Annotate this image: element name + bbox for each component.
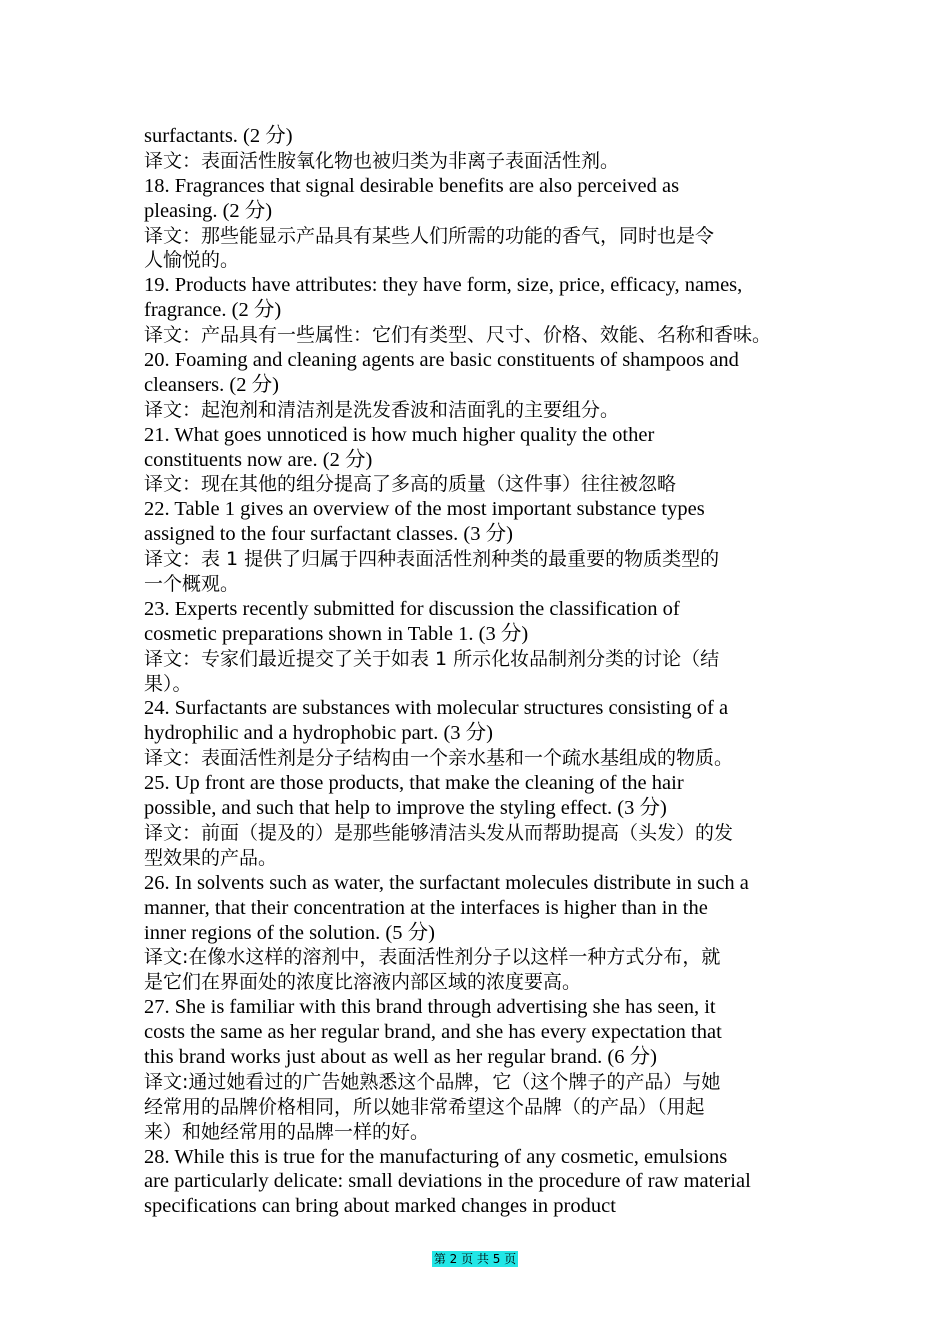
translation-line: 译文：起泡剂和清洁剂是洗发香波和洁面乳的主要组分。: [144, 398, 620, 421]
document-body: [144, 124, 834, 1219]
source-line: surfactants. (2 分): [144, 125, 293, 147]
source-line: 26. In solvents such as water, the surfactant molecules distribute in such a: [144, 871, 749, 894]
translation-line: 是它们在界面处的浓度比溶液内部区域的浓度要高。: [144, 971, 582, 994]
translation-line: 人愉悦的。: [144, 249, 240, 272]
source-line: fragrance. (2 分): [144, 299, 282, 322]
source-line: costs the same as her regular brand, and she has every expectation that: [144, 1021, 722, 1044]
translation-line: 译文：表 1 提供了归属于四种表面活性剂种类的最重要的物质类型的: [144, 548, 720, 571]
source-line: 20. Foaming and cleaning agents are basic constituents of shampoos and: [144, 349, 739, 372]
source-line: 19. Products have attributes: they have form, size, price, efficacy, names,: [144, 274, 743, 297]
page-number-label: 第 2 页 共 5 页: [433, 1252, 517, 1266]
translation-line: 一个概观。: [144, 573, 240, 596]
source-line: 21. What goes unnoticed is how much higher quality the other: [144, 423, 655, 446]
source-line: manner, that their concentration at the interfaces is higher than in the: [144, 896, 708, 919]
source-line: assigned to the four surfactant classes. (3 分): [144, 523, 513, 546]
source-line: 25. Up front are those products, that make the cleaning of the hair: [144, 772, 684, 795]
source-line: pleasing. (2 分): [144, 199, 273, 222]
source-line: inner regions of the solution. (5 分): [144, 921, 435, 944]
translation-line: 来）和她经常用的品牌一样的好。: [144, 1120, 430, 1143]
translation-line: 译文：那些能显示产品具有某些人们所需的功能的香气，同时也是令: [144, 224, 715, 247]
translation-line: 译文：前面（提及的）是那些能够清洁头发从而帮助提高（头发）的发: [144, 821, 734, 844]
source-line: 28. While this is true for the manufacturing of any cosmetic, emulsions: [144, 1145, 728, 1168]
source-line: are particularly delicate: small deviations in the procedure of raw material: [144, 1170, 751, 1193]
translation-line: 译文：专家们最近提交了关于如表 1 所示化妆品制剂分类的讨论（结: [144, 647, 720, 670]
translation-line: 译文：现在其他的组分提高了多高的质量（这件事）往往被忽略: [144, 473, 677, 496]
source-line: 27. She is familiar with this brand through advertising she has seen, it: [144, 996, 716, 1019]
source-line: 24. Surfactants are substances with molecular structures consisting of a: [144, 697, 729, 720]
translation-line: 译文:通过她看过的广告她熟悉这个品牌，它（这个牌子的产品）与她: [144, 1070, 721, 1093]
source-line: cosmetic preparations shown in Table 1. (3 分): [144, 622, 529, 645]
source-line: possible, and such that help to improve the styling effect. (3 分): [144, 797, 667, 820]
translation-line: 型效果的产品。: [144, 846, 278, 869]
source-line: specifications can bring about marked changes in product: [144, 1195, 616, 1218]
source-line: 23. Experts recently submitted for discussion the classification of: [144, 597, 680, 620]
translation-line: 果）。: [144, 672, 192, 695]
source-line: 22. Table 1 gives an overview of the most important substance types: [144, 498, 705, 521]
translation-line: 译文：产品具有一些属性：它们有类型、尺寸、价格、效能、名称和香味。: [144, 324, 772, 347]
translation-line: 译文：表面活性剂是分子结构由一个亲水基和一个疏水基组成的物质。: [144, 747, 734, 770]
source-line: this brand works just about as well as her regular brand. (6 分): [144, 1045, 657, 1068]
source-line: 18. Fragrances that signal desirable benefits are also perceived as: [144, 174, 680, 197]
translation-line: 经常用的品牌价格相同，所以她非常希望这个品牌（的产品）（用起: [144, 1095, 705, 1118]
source-line: hydrophilic and a hydrophobic part. (3 分): [144, 722, 493, 745]
source-line: constituents now are. (2 分): [144, 448, 373, 471]
source-line: cleansers. (2 分): [144, 373, 279, 396]
translation-line: 译文：表面活性胺氧化物也被归类为非离子表面活性剂。: [144, 149, 620, 172]
translation-line: 译文:在像水这样的溶剂中，表面活性剂分子以这样一种方式分布，就: [144, 946, 721, 969]
page-footer: [0, 1248, 950, 1267]
